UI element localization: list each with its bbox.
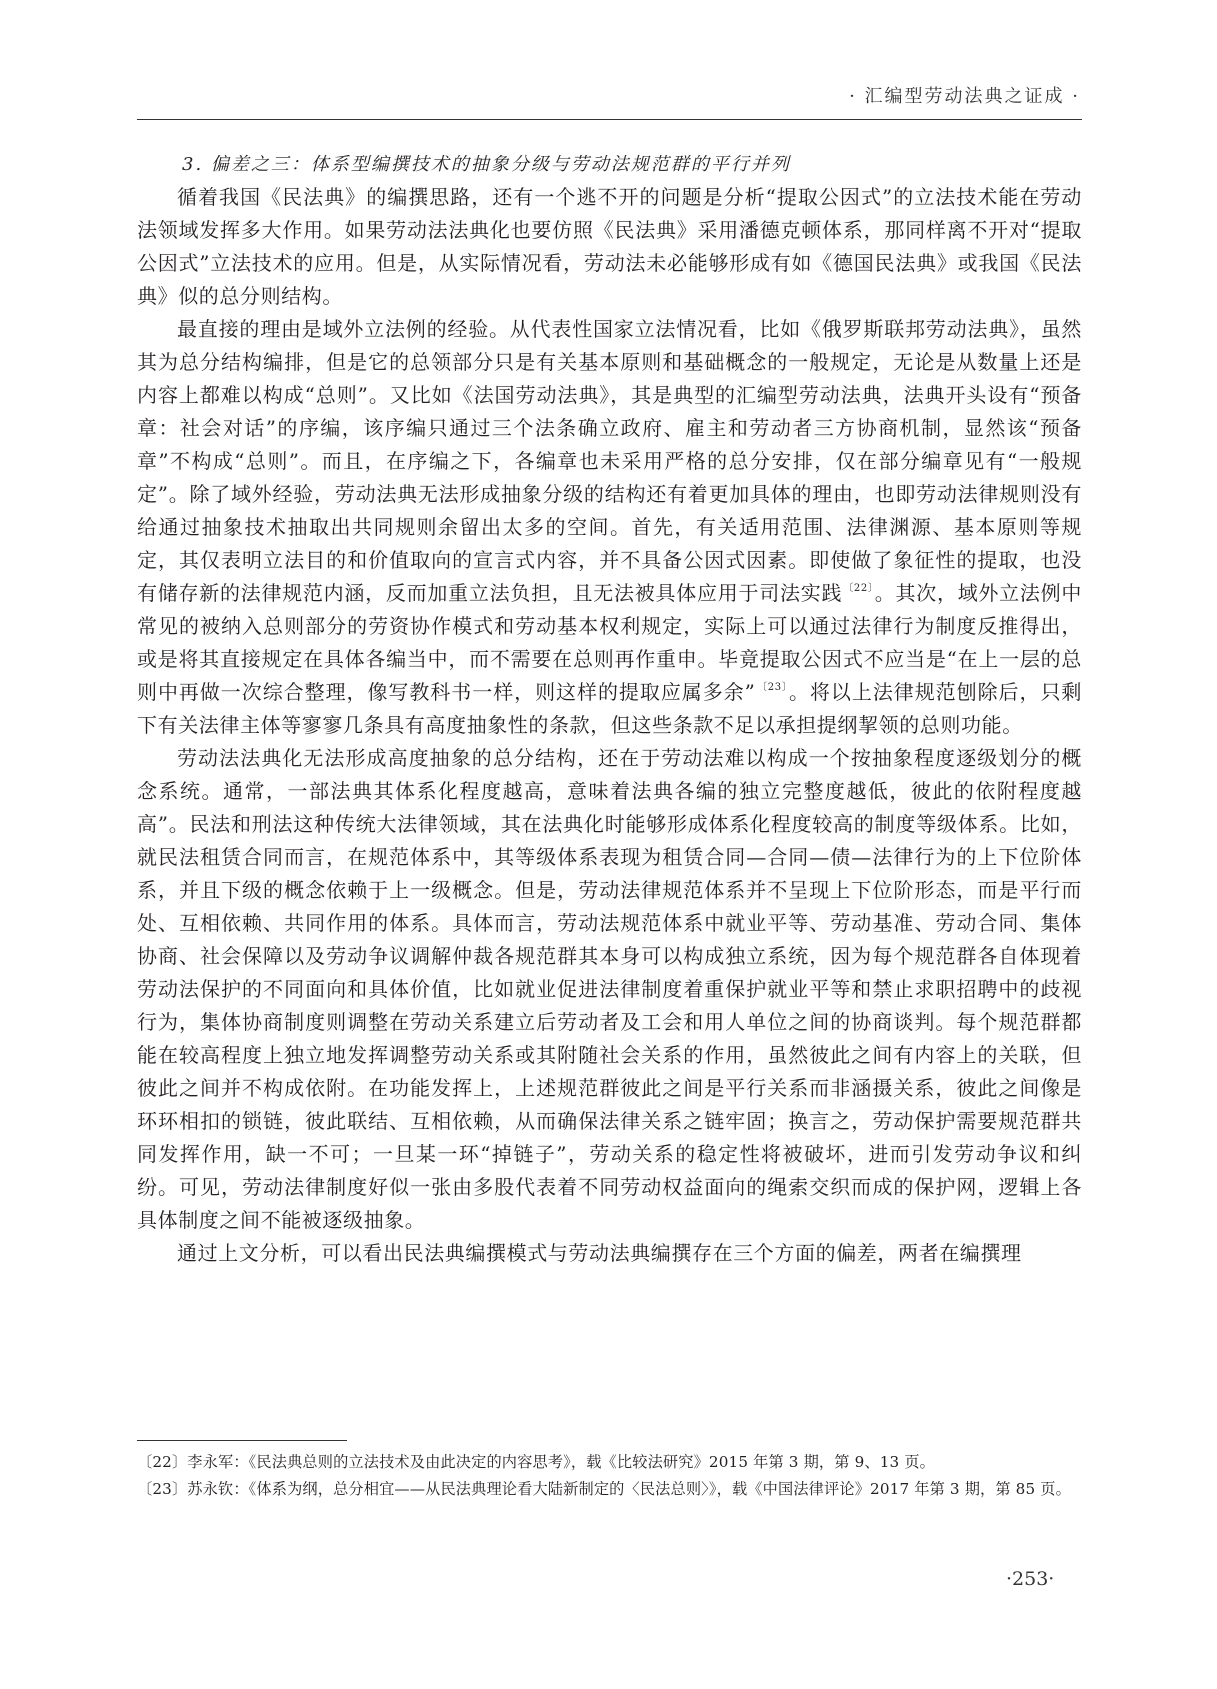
header-divider — [137, 119, 1082, 120]
paragraph-text: 循着我国《民法典》的编撰思路，还有一个逃不开的问题是分析“提取公因式”的立法技术能在劳动法领域发挥多大作用。如果劳动法法典化也要仿照《民法典》采用潘德克顿体系，那同样离不开对“提取公因式”立法技术的应用。但是，从实际情况看，劳动法未必能够形成有如《德国民法典》或我国《民法典》似的总分则结构。 — [137, 185, 1082, 308]
paragraph-text: 劳动法法典化无法形成高度抽象的总分结构，还在于劳动法难以构成一个按抽象程度逐级划分的概念系统。通常，一部法典其体系化程度越高，意味着法典各编的独立完整度越低，彼此的依附程度越高”。民法和刑法这种传统大法律领域，其在法典化时能够形成体系化程度较高的制度等级体系。比如，就民法租赁合同而言，在规范体系中，其等级体系表现为租赁合同—合同—债—法律行为的上下位阶体系，并且下级的概念依赖于上一级概念。但是，劳动法律规范体系并不呈现上下位阶形态，而是平行而处、互相依赖、共同作用的体系。具体而言，劳动法规范体系中就业平等、劳动基准、劳动合同、集体协商、社会保障以及劳动争议调解仲裁各规范群其本身可以构成独立系统，因为每个规范群各自体现着劳动法保护的不同面向和具体价值，比如就业促进法律制度着重保护就业平等和禁止求职招聘中的歧视行为，集体协商制度则调整在劳动关系建立后劳动者及工会和用人单位之间的协商谈判。每个规范群都能在较高程度上独立地发挥调整劳动关系或其附随社会关系的作用，虽然彼此之间有内容上的关联，但彼此之间并不构成依附。在功能发挥上，上述规范群彼此之间是平行关系而非涵摄关系，彼此之间像是环环相扣的锁链，彼此联结、互相依赖，从而确保法律关系之链牢固；换言之，劳动保护需要规范群共同发挥作用，缺一不可；一旦某一环“掉链子”，劳动关系的稳定性将被破坏，进而引发劳动争议和纠纷。可见，劳动法律制度好似一张由多股代表着不同劳动权益面向的绳索交织而成的保护网，逻辑上各具体制度之间不能被逐级抽象。 — [137, 746, 1082, 1232]
paragraph-text: 。其次，域外立法例中常见的被纳入总则部分的劳资协作模式和劳动基本权利规定，实际上可以通过法律行为制度反推得出，或是将其直接规定在具体各编当中，而不需要在总则再作重申。毕竟提取公因式不应当是“在上一层的总则中再做一次综合整理，像写教科书一样，则这样的提取应属多余” — [137, 581, 1082, 704]
section-heading: 3. 偏差之三：体系型编撰技术的抽象分级与劳动法规范群的平行并列 — [182, 154, 791, 175]
footnotes — [137, 1449, 1082, 1503]
body-text — [137, 181, 1082, 1270]
footnote-ref-23[interactable]: 〔23〕 — [756, 682, 789, 693]
footnote-ref-22[interactable]: 〔22〕 — [843, 583, 874, 594]
footnote-22: 〔22〕李永军：《民法典总则的立法技术及由此决定的内容思考》，载《比较法研究》2015 年第 3 期，第 9、13 页。 — [137, 1453, 936, 1471]
paragraph-1 — [137, 181, 1082, 313]
page-number: ·253· — [1006, 1568, 1055, 1590]
paragraph-text: 通过上文分析，可以看出民法典编撰模式与劳动法典编撰存在三个方面的偏差，两者在编撰理 — [177, 1241, 1022, 1265]
paragraph-2 — [137, 313, 1082, 742]
footnote-23: 〔23〕苏永钦：《体系为纲，总分相宜——从民法典理论看大陆新制定的〈民法总则〉》，载《中国法律评论》2017 年第 3 期，第 85 页。 — [137, 1480, 1071, 1498]
footnote-divider — [137, 1440, 347, 1441]
paragraph-text: 最直接的理由是域外立法例的经验。从代表性国家立法情况看，比如《俄罗斯联邦劳动法典》，虽然其为总分结构编排，但是它的总领部分只是有关基本原则和基础概念的一般规定，无论是从数量上还是内容上都难以构成“总则”。又比如《法国劳动法典》，其是典型的汇编型劳动法典，法典开头设有“预备章：社会对话”的序编，该序编只通过三个法条确立政府、雇主和劳动者三方协商机制，显然该“预备章”不构成“总则”。而且，在序编之下，各编章也未采用严格的总分安排，仅在部分编章见有“一般规定”。除了域外经验，劳动法典无法形成抽象分级的结构还有着更加具体的理由，也即劳动法律规则没有给通过抽象技术抽取出共同规则余留出太多的空间。首先，有关适用范围、法律渊源、基本原则等规定，其仅表明立法目的和价值取向的宣言式内容，并不具备公因式因素。即使做了象征性的提取，也没有储存新的法律规范内涵，反而加重立法负担，且无法被具体应用于司法实践 — [137, 317, 1082, 605]
running-title: · 汇编型劳动法典之证成 · — [849, 86, 1080, 107]
paragraph-4 — [137, 1237, 1082, 1270]
paragraph-text: 。将以上法律规范刨除后，只剩下有关法律主体等寥寥几条具有高度抽象性的条款，但这些条款不足以承担提纲挈领的总则功能。 — [137, 680, 1083, 737]
paragraph-3 — [137, 742, 1082, 1237]
